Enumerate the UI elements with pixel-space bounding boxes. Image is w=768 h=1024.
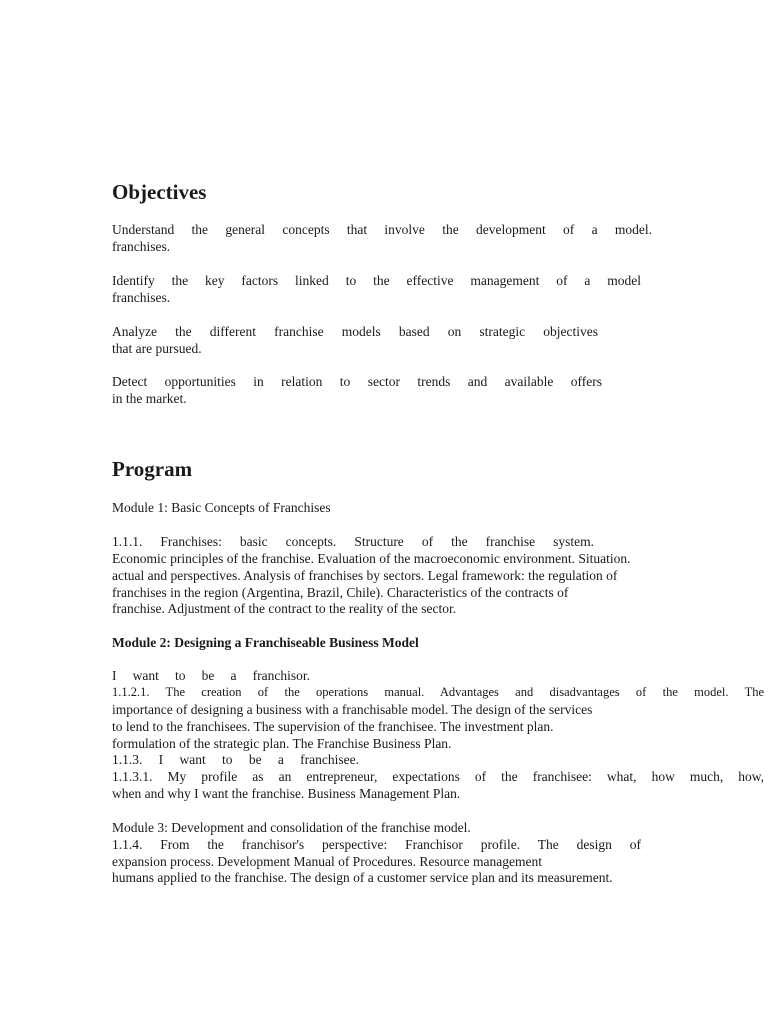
- module-2-line-6: 1.1.3. I want to be a franchisee.: [112, 752, 359, 767]
- module-2-heading: Module 2: Designing a Franchiseable Business Model: [112, 635, 419, 650]
- module-2-line-7: 1.1.3.1. My profile as an entrepreneur, expectations of the franchisee: what, how much, how,: [112, 769, 764, 784]
- objective-2-line-2: franchises.: [112, 290, 171, 305]
- module-3-line-2: expansion process. Development Manual of Procedures. Resource management: [112, 854, 542, 869]
- program-heading: Program: [112, 457, 193, 481]
- module-1-line-1: 1.1.1. Franchises: basic concepts. Structure of the franchise system.: [112, 534, 594, 549]
- objective-4-line-1: Detect opportunities in relation to sector trends and available offers: [112, 374, 602, 389]
- objective-1-line-1: Understand the general concepts that involve the development of a model.: [112, 222, 652, 237]
- module-1-line-2: Economic principles of the franchise. Evaluation of the macroeconomic environment. Situation.: [112, 551, 631, 566]
- objective-3-line-2: that are pursued.: [112, 341, 202, 356]
- objective-4-line-2: in the market.: [112, 391, 187, 406]
- module-1-heading: Module 1: Basic Concepts of Franchises: [112, 500, 331, 515]
- module-2-line-5: formulation of the strategic plan. The Franchise Business Plan.: [112, 736, 452, 751]
- objective-2-line-1: Identify the key factors linked to the effective management of a model: [112, 273, 641, 288]
- objective-3-line-1: Analyze the different franchise models based on strategic objectives: [112, 324, 598, 339]
- objectives-heading: Objectives: [112, 180, 207, 204]
- module-2-line-2: 1.1.2.1. The creation of the operations manual. Advantages and disadvantages of the model. The: [112, 685, 764, 699]
- module-1-line-4: franchises in the region (Argentina, Brazil, Chile). Characteristics of the contracts of: [112, 585, 569, 600]
- module-2-line-1: I want to be a franchisor.: [112, 668, 310, 683]
- module-1-line-3: actual and perspectives. Analysis of franchises by sectors. Legal framework: the regulation of: [112, 568, 618, 583]
- module-2-line-4: to lend to the franchisees. The supervision of the franchisee. The investment plan.: [112, 719, 554, 734]
- module-3-line-3: humans applied to the franchise. The design of a customer service plan and its measurement.: [112, 870, 613, 885]
- objective-1-line-2: franchises.: [112, 239, 171, 254]
- module-3-line-1: 1.1.4. From the franchisor's perspective: Franchisor profile. The design of: [112, 837, 641, 852]
- module-2-line-8: when and why I want the franchise. Business Management Plan.: [112, 786, 461, 801]
- module-2-line-3: importance of designing a business with a franchisable model. The design of the services: [112, 702, 593, 717]
- module-3-heading: Module 3: Development and consolidation of the franchise model.: [112, 820, 471, 835]
- module-1-line-5: franchise. Adjustment of the contract to the reality of the sector.: [112, 601, 457, 616]
